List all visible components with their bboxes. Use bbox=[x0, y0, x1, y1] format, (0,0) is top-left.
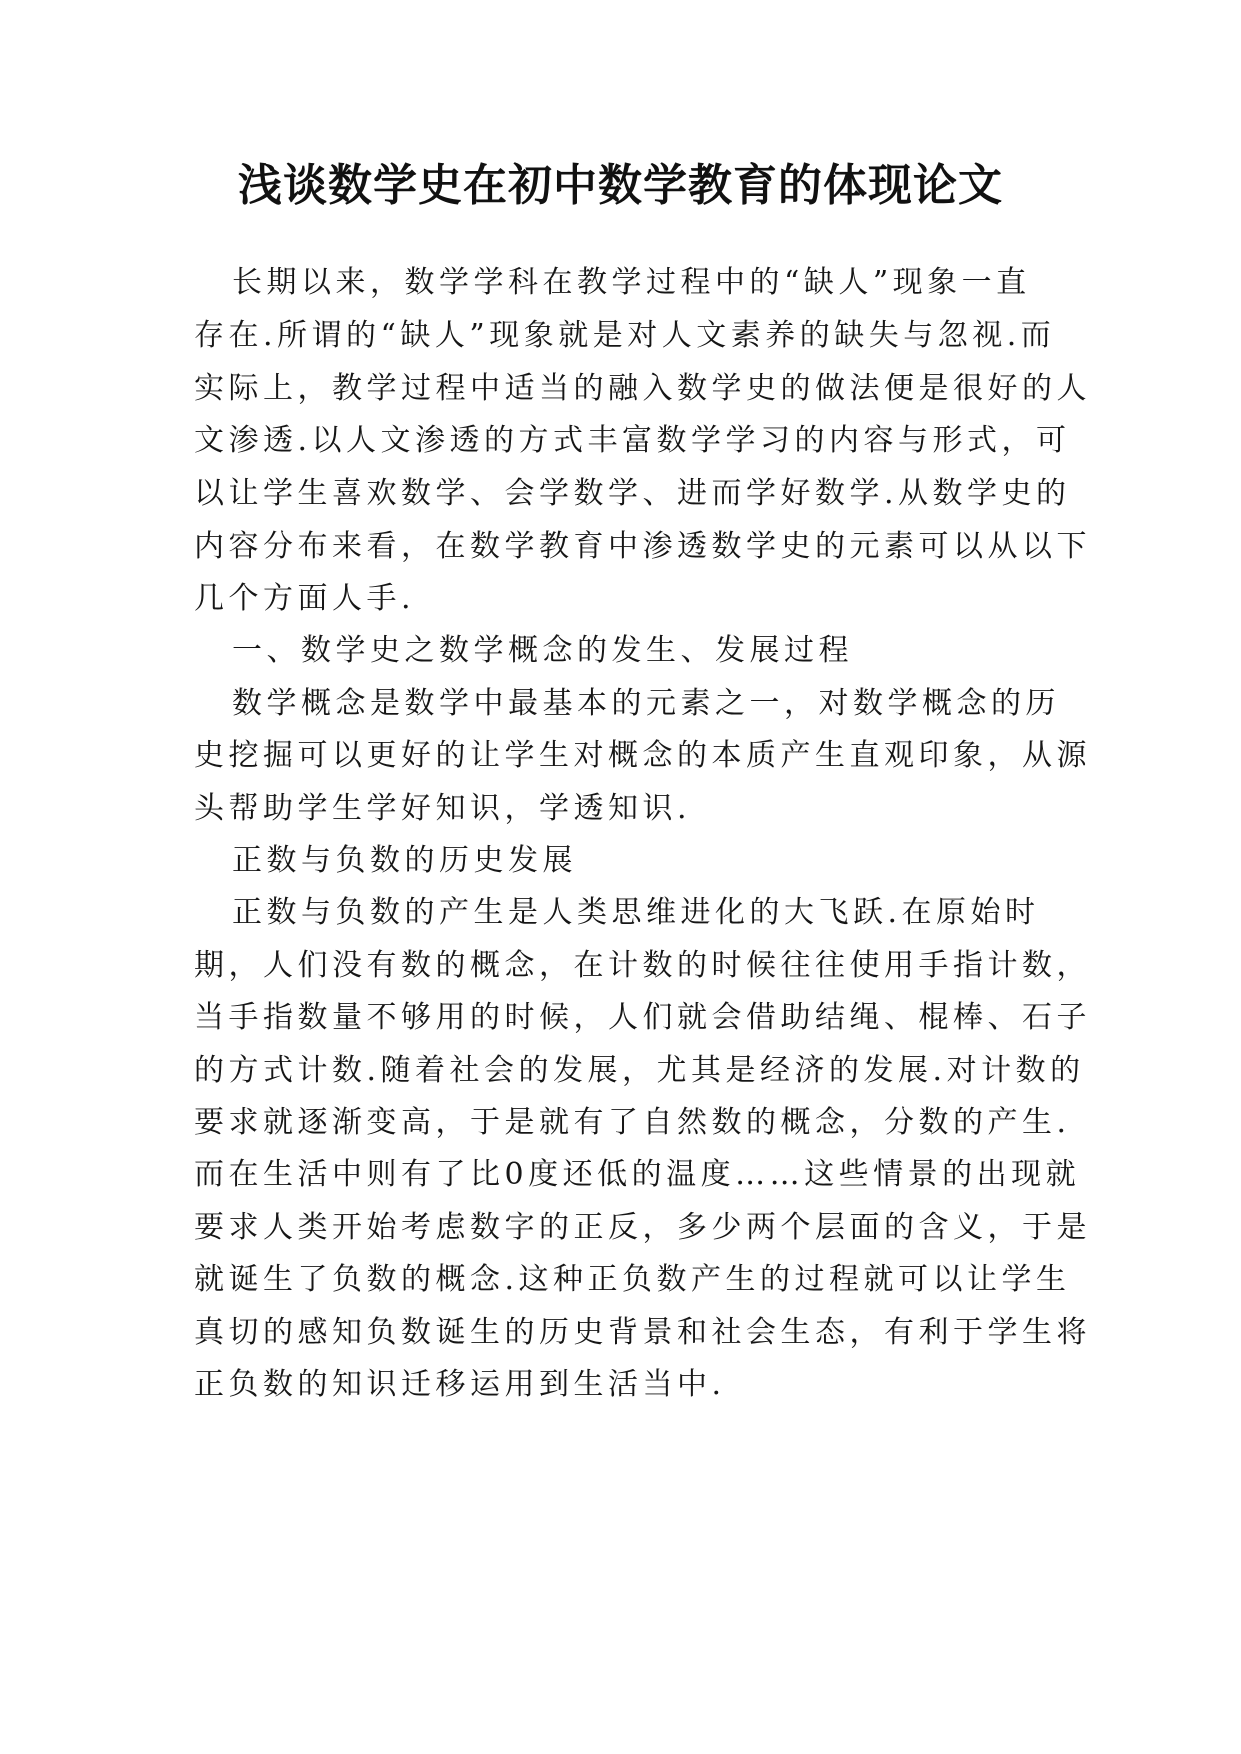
paragraph-line: 存在.所谓的“缺人”现象就是对人文素养的缺失与忽视.而 bbox=[194, 318, 1056, 353]
paragraph-line: 就诞生了负数的概念.这种正负数产生的过程就可以让学生 bbox=[194, 1262, 1071, 1297]
paragraph-line: 正数与负数的产生是人类思维进化的大飞跃.在原始时 bbox=[232, 895, 1040, 930]
paragraph-line: 真切的感知负数诞生的历史背景和社会生态，有利于学生将 bbox=[194, 1315, 1091, 1350]
document-title: 浅谈数学史在初中数学教育的体现论文 bbox=[238, 160, 1003, 211]
paragraph-line: 几个方面人手. bbox=[194, 581, 416, 616]
paragraph-line: 长期以来，数学学科在教学过程中的“缺人”现象一直 bbox=[232, 265, 1031, 300]
paragraph-line: 实际上，教学过程中适当的融入数学史的做法便是很好的人 bbox=[194, 371, 1091, 406]
paragraph-line: 期，人们没有数的概念，在计数的时候往往使用手指计数， bbox=[194, 948, 1091, 983]
paragraph-line: 头帮助学生学好知识，学透知识. bbox=[194, 791, 692, 826]
subsection-heading: 正数与负数的历史发展 bbox=[232, 843, 577, 878]
paragraph-line: 内容分布来看，在数学教育中渗透数学史的元素可以从以下 bbox=[194, 529, 1091, 564]
paragraph-line: 当手指数量不够用的时候，人们就会借助结绳、棍棒、石子 bbox=[194, 1000, 1091, 1035]
paragraph-line: 以让学生喜欢数学、会学数学、进而学好数学.从数学史的 bbox=[194, 476, 1071, 511]
paragraph-line: 要求人类开始考虑数字的正反，多少两个层面的含义，于是 bbox=[194, 1210, 1091, 1245]
paragraph-line: 数学概念是数学中最基本的元素之一，对数学概念的历 bbox=[232, 686, 1060, 721]
section-heading: 一、数学史之数学概念的发生、发展过程 bbox=[232, 633, 853, 668]
paragraph-line: 的方式计数.随着社会的发展，尤其是经济的发展.对计数的 bbox=[194, 1053, 1085, 1088]
paragraph-line: 正负数的知识迁移运用到生活当中. bbox=[194, 1367, 726, 1402]
paragraph-line: 而在生活中则有了比0度还低的温度……这些情景的出现就 bbox=[194, 1157, 1081, 1192]
paragraph-line: 要求就逐渐变高，于是就有了自然数的概念，分数的产生. bbox=[194, 1105, 1071, 1140]
paragraph-line: 文渗透.以人文渗透的方式丰富数学学习的内容与形式，可 bbox=[194, 423, 1071, 458]
paragraph-line: 史挖掘可以更好的让学生对概念的本质产生直观印象，从源 bbox=[194, 738, 1091, 773]
